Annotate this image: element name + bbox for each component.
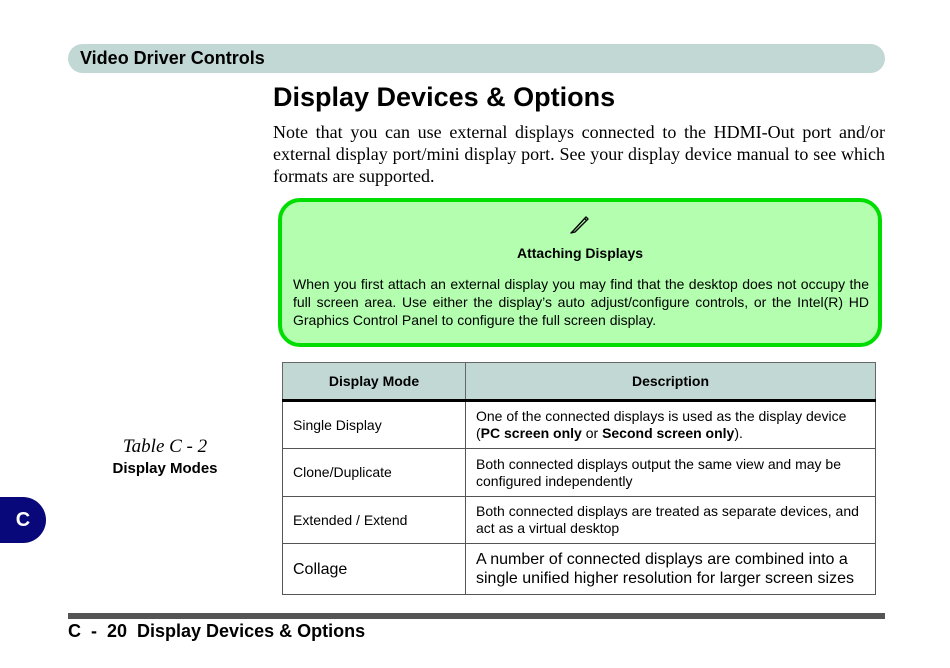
note-text: When you first attach an external display you may find that the desktop does not occupy the full screen area. Use either the display’s auto adjust/configure controls, or the Intel(R) HD Graphics Control Panel to configure the full screen display. — [293, 276, 869, 328]
header-display-mode: Display Mode — [283, 363, 466, 401]
chapter-tab: C — [0, 497, 46, 543]
description-cell — [466, 401, 876, 449]
table-row — [283, 449, 876, 497]
note-title: Attaching Displays — [516, 245, 644, 261]
desc-bold-second-screen-only: Second screen only — [602, 425, 735, 441]
table-label: Display Modes — [112, 460, 218, 477]
pencil-icon — [282, 214, 878, 239]
description-cell: Both connected displays are treated as separate devices, and act as a virtual desktop — [466, 497, 876, 544]
header-description: Description — [466, 363, 876, 401]
table-row — [283, 497, 876, 544]
header-title: Video Driver Controls — [80, 48, 265, 68]
display-modes-table — [282, 362, 876, 595]
table-row — [283, 544, 876, 595]
table-row — [283, 401, 876, 449]
desc-text: One of the connected displays is used as the display device ( — [476, 408, 847, 441]
header-bar — [68, 44, 885, 73]
mode-cell: Single Display — [283, 401, 466, 449]
footer-rule — [68, 613, 885, 619]
desc-text: ). — [734, 425, 743, 441]
intro-paragraph: Note that you can use external displays connected to the HDMI-Out port and/or external display port/mini display port. See your display device manual to see which formats are supported. — [273, 122, 885, 186]
section-title: Display Devices & Options — [273, 82, 616, 112]
mode-cell: Extended / Extend — [283, 497, 466, 544]
desc-text: or — [581, 425, 603, 441]
table-number: Table C - 2 — [122, 436, 208, 457]
footer-page-label: C - 20 Display Devices & Options — [68, 621, 366, 641]
description-cell: A number of connected displays are combined into a single unified higher resolution for larger screen sizes — [466, 544, 876, 595]
desc-bold-pc-screen-only: PC screen only — [480, 425, 582, 441]
note-box — [278, 198, 882, 347]
mode-cell: Clone/Duplicate — [283, 449, 466, 497]
mode-cell: Collage — [283, 544, 466, 595]
description-cell: Both connected displays output the same view and may be configured independently — [466, 449, 876, 497]
table-caption — [95, 436, 235, 479]
table-header-row — [283, 363, 876, 401]
